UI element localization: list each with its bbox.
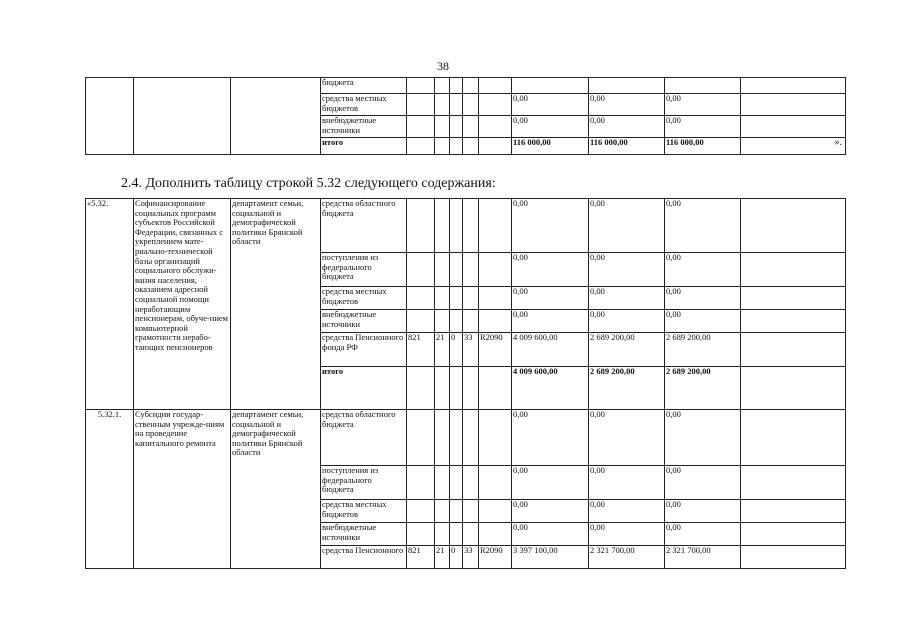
value-cell: 3 397 100,00 xyxy=(512,546,589,569)
executor: департамент семьи, социальной и демографической политики Брянской области xyxy=(231,410,321,569)
closing-quote: ». xyxy=(834,137,842,148)
source-cell: средства областного бюджета xyxy=(321,410,407,466)
value-cell: 2 689 200,00 xyxy=(665,333,741,367)
executor: департамент семьи, социальной и демографической политики Брянской области xyxy=(231,199,321,410)
code-cell: 821 xyxy=(407,546,435,569)
source-cell: средства Пенсионного xyxy=(321,546,407,569)
table-row xyxy=(86,78,846,94)
top-budget-table xyxy=(85,77,846,155)
value-cell: 0,00 xyxy=(665,523,741,546)
source-cell: средства местных бюджетов xyxy=(321,287,407,310)
total-value: 116 000,00 xyxy=(665,138,741,155)
value-cell: 0,00 xyxy=(589,253,665,287)
value-cell: 0,00 xyxy=(512,94,589,116)
value-cell: 0,00 xyxy=(665,310,741,333)
value-cell: 0,00 xyxy=(512,523,589,546)
value-cell: 2 689 200,00 xyxy=(589,333,665,367)
measure-name: Субсидии государ-ственным учрежде-ниям на проведение капитального ремонта xyxy=(134,410,231,569)
value-cell: 0,00 xyxy=(665,410,741,466)
code-cell: 0 xyxy=(450,546,463,569)
value-cell: 0,00 xyxy=(512,199,589,253)
value-cell: 0,00 xyxy=(512,116,589,138)
source-cell: средства областного бюджета xyxy=(321,199,407,253)
code-cell: 21 xyxy=(435,546,450,569)
table-cell xyxy=(231,78,321,155)
value-cell: 0,00 xyxy=(589,523,665,546)
value-cell: 0,00 xyxy=(665,500,741,523)
value-cell: 0,00 xyxy=(589,410,665,466)
amendment-heading: 2.4. Дополнить таблицу строкой 5.32 следующего содержания: xyxy=(121,176,496,191)
value-cell: 0,00 xyxy=(589,500,665,523)
value-cell: 0,00 xyxy=(589,310,665,333)
value-cell: 0,00 xyxy=(589,466,665,500)
value-cell: 0,00 xyxy=(665,94,741,116)
value-cell: 0,00 xyxy=(589,94,665,116)
table-row xyxy=(86,199,846,253)
total-value: 4 009 600,00 xyxy=(512,367,589,410)
value-cell: 0,00 xyxy=(512,410,589,466)
table-cell xyxy=(134,78,231,155)
source-cell: внебюджетные источники xyxy=(321,523,407,546)
total-value: 2 689 200,00 xyxy=(665,367,741,410)
source-cell: средства местных бюджетов xyxy=(321,94,407,116)
value-cell: 4 009 600,00 xyxy=(512,333,589,367)
code-cell: 821 xyxy=(407,333,435,367)
code-cell: 21 xyxy=(435,333,450,367)
source-cell: средства местных бюджетов xyxy=(321,500,407,523)
source-cell: средства Пенсионного фонда РФ xyxy=(321,333,407,367)
value-cell: 0,00 xyxy=(512,310,589,333)
row-number: «5.32. xyxy=(86,199,134,410)
code-cell: 33 xyxy=(463,546,479,569)
code-cell: R2090 xyxy=(479,333,512,367)
table-cell xyxy=(86,78,134,155)
source-cell: бюджета xyxy=(321,78,407,94)
source-cell: внебюджетные источники xyxy=(321,116,407,138)
value-cell: 0,00 xyxy=(512,253,589,287)
code-cell: 33 xyxy=(463,333,479,367)
code-cell: 0 xyxy=(450,333,463,367)
value-cell: 2 321 700,00 xyxy=(589,546,665,569)
value-cell: 0,00 xyxy=(665,116,741,138)
total-label: итого xyxy=(321,367,407,410)
value-cell: 2 321 700,00 xyxy=(665,546,741,569)
value-cell: 0,00 xyxy=(512,466,589,500)
code-cell: R2090 xyxy=(479,546,512,569)
value-cell: 0,00 xyxy=(512,500,589,523)
value-cell: 0,00 xyxy=(512,287,589,310)
value-cell: 0,00 xyxy=(665,199,741,253)
total-value: 2 689 200,00 xyxy=(589,367,665,410)
source-cell: поступления из федерального бюджета xyxy=(321,466,407,500)
main-budget-table xyxy=(85,198,846,569)
value-cell: 0,00 xyxy=(589,287,665,310)
measure-name: Софинансирование социальных программ субъектов Российской Федерации, связанных с укреплением мате-риально-технической базы организаций социального обслужи-вания населения, оказанием адресной социальной помощи неработающим пенсионерам, обуче-нием компьютерной грамотности нерабо-тающих пенсионеров xyxy=(134,199,231,410)
value-cell: 0,00 xyxy=(665,287,741,310)
value-cell: 0,00 xyxy=(589,116,665,138)
source-cell: поступления из федерального бюджета xyxy=(321,253,407,287)
value-cell: 0,00 xyxy=(665,466,741,500)
value-cell: 0,00 xyxy=(589,199,665,253)
total-value: 116 000,00 xyxy=(512,138,589,155)
row-number: 5.32.1. xyxy=(86,410,134,569)
value-cell: 0,00 xyxy=(665,253,741,287)
source-cell: внебюджетные источники xyxy=(321,310,407,333)
table-row xyxy=(86,410,846,466)
total-value: 116 000,00 xyxy=(589,138,665,155)
total-label: итого xyxy=(321,138,407,155)
page-number: 38 xyxy=(437,59,449,73)
